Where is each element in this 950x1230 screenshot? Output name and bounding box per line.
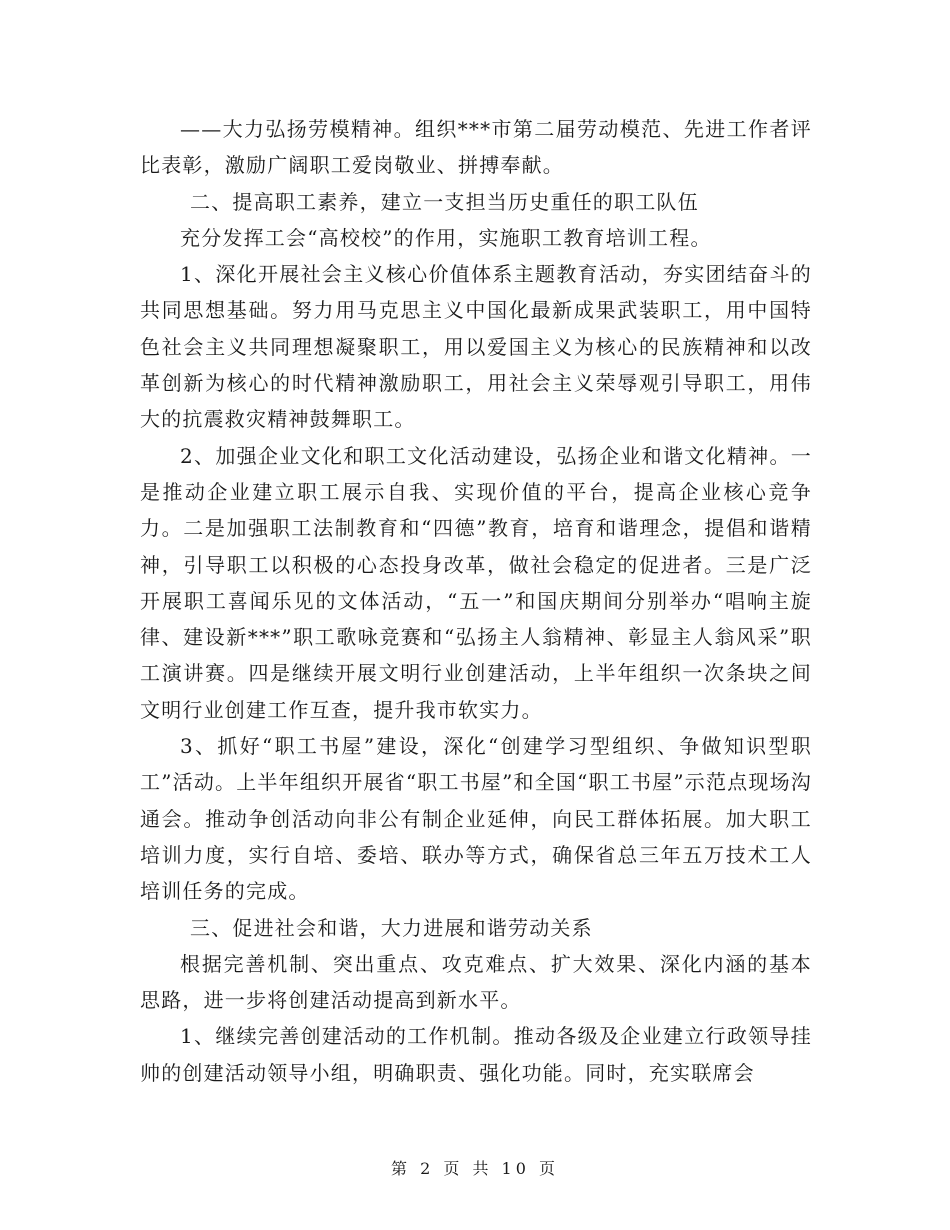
page-number-footer: 第 2 页 共 10 页	[391, 1159, 559, 1178]
section-heading-2: 二、提高职工素养，建立一支担当历史重任的职工队伍	[190, 189, 699, 214]
document-body	[140, 111, 812, 1091]
paragraph-enterprise-culture: 2、加强企业文化和职工文化活动建设，弘扬企业和谐文化精神。一是推动企业建立职工展示自我、实现价值的平台，提高企业核心竞争力。二是加强职工法制教育和“四德”教育，培育和谐理念，提倡和谐精神，引导职工以积极的心态投身改革，做社会稳定的促进者。三是广泛开展职工喜闻乐见的文体活动，“五一”和国庆期间分别举办“唱响主旋律、建设新***”职工歌咏竞赛和“弘扬主人翁精神、彰显主人翁风采”职工演讲赛。四是继续开展文明行业创建活动，上半年组织一次条块之间文明行业创建工作互查，提升我市软实力。	[140, 443, 812, 722]
paragraph-work-mechanism: 1、继续完善创建活动的工作机制。推动各级及企业建立行政领导挂帅的创建活动领导小组，明确职责、强化功能。同时，充实联席会	[140, 1024, 812, 1085]
paragraph-model-workers: ——大力弘扬劳模精神。组织***市第二届劳动模范、先进工作者评比表彰，激励广阔职工爱岗敬业、拼搏奉献。	[140, 117, 812, 178]
paragraph-education-project: 充分发挥工会“高校校”的作用，实施职工教育培训工程。	[180, 225, 712, 250]
section-heading-3: 三、促进社会和谐，大力进展和谐劳动关系	[190, 915, 593, 940]
paragraph-core-values: 1、深化开展社会主义核心价值体系主题教育活动，夯实团结奋斗的共同思想基础。努力用马克思主义中国化最新成果武装职工，用中国特色社会主义共同理想凝聚职工，用以爱国主义为核心的民族精神和以改革创新为核心的时代精神激励职工，用社会主义荣辱观引导职工，用伟大的抗震救灾精神鼓舞职工。	[140, 262, 812, 432]
paragraph-basic-approach: 根据完善机制、突出重点、攻克难点、扩大效果、深化内涵的基本思路，进一步将创建活动提高到新水平。	[140, 951, 812, 1013]
paragraph-workers-bookhouse: 3、抓好“职工书屋”建设，深化“创建学习型组织、争做知识型职工”活动。上半年组织开展省“职工书屋”和全国“职工书屋”示范点现场沟通会。推动争创活动向非公有制企业延伸，向民工群体拓展。加大职工培训力度，实行自培、委培、联办等方式，确保省总三年五万技术工人培训任务的完成。	[140, 734, 812, 904]
